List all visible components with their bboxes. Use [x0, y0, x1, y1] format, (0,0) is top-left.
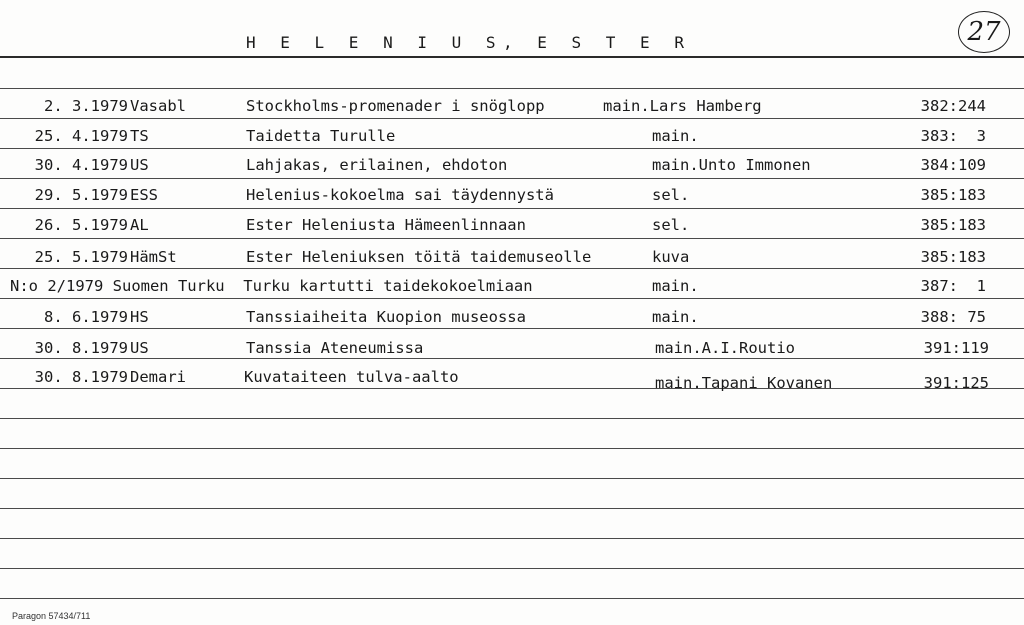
- entry-source: TS: [130, 127, 149, 145]
- entry-title: Tanssiaiheita Kuopion museossa: [246, 308, 526, 326]
- header-rule: [0, 56, 1024, 58]
- entry-title: Ester Heleniusta Hämeenlinnaan: [246, 216, 526, 234]
- entry-date: 30. 8.1979: [34, 339, 128, 357]
- card-header-name: H E L E N I U S, E S T E R: [246, 33, 692, 52]
- ruled-line: [0, 448, 1024, 449]
- entry-date: 25. 5.1979: [34, 248, 128, 266]
- entry-source: Demari: [130, 368, 186, 386]
- entry-date: 8. 6.1979: [44, 308, 128, 326]
- entry-type: main.: [652, 277, 699, 295]
- entry-reference: 383: 3: [920, 127, 986, 145]
- ruled-line: [0, 508, 1024, 509]
- entry-type: main.Tapani Kovanen: [655, 374, 833, 392]
- entry-source: Vasabl: [130, 97, 186, 115]
- entry-date: 29. 5.1979: [34, 186, 128, 204]
- ruled-line: [0, 88, 1024, 89]
- entry-source: US: [130, 156, 149, 174]
- entry-type: main.: [652, 127, 699, 145]
- entry-row: [0, 216, 1024, 238]
- ruled-line: [0, 568, 1024, 569]
- entry-row: [0, 186, 1024, 208]
- entry-combined-text: N:o 2/1979 Suomen Turku Turku kartutti taidekokoelmiaan: [10, 277, 533, 295]
- ruled-line: [0, 538, 1024, 539]
- entry-row: [0, 308, 1024, 330]
- entry-date: 25. 4.1979: [34, 127, 128, 145]
- entry-reference: 387: 1: [920, 277, 986, 295]
- entry-reference: 391:119: [923, 339, 989, 357]
- card-number-circle: 27: [958, 11, 1010, 53]
- printer-imprint: Paragon 57434/711: [12, 611, 91, 621]
- ruled-line: [0, 208, 1024, 209]
- entry-date: 30. 4.1979: [34, 156, 128, 174]
- entry-row: [0, 248, 1024, 270]
- ruled-line: [0, 418, 1024, 419]
- entry-title: Tanssia Ateneumissa: [246, 339, 424, 357]
- entry-source: US: [130, 339, 149, 357]
- ruled-line: [0, 478, 1024, 479]
- entry-row: [0, 339, 1024, 361]
- entry-source: HS: [130, 308, 149, 326]
- entry-type: main.A.I.Routio: [655, 339, 795, 357]
- entry-reference: 384:109: [920, 156, 986, 174]
- entry-type: main.Unto Immonen: [652, 156, 811, 174]
- entry-reference: 382:244: [920, 97, 986, 115]
- entry-reference: 385:183: [920, 248, 986, 266]
- entry-date: 26. 5.1979: [34, 216, 128, 234]
- ruled-line: [0, 178, 1024, 179]
- entry-title: Lahjakas, erilainen, ehdoton: [246, 156, 508, 174]
- entry-row: [0, 277, 1024, 299]
- entry-reference: 391:125: [923, 374, 989, 392]
- entry-reference: 385:183: [920, 216, 986, 234]
- entry-type: main.Lars Hamberg: [603, 97, 762, 115]
- entry-row: [0, 97, 1024, 119]
- entry-title: Stockholms-promenader i snöglopp: [246, 97, 545, 115]
- entry-reference: 385:183: [920, 186, 986, 204]
- ruled-line: [0, 238, 1024, 239]
- entry-source: ESS: [130, 186, 158, 204]
- entry-title: Taidetta Turulle: [246, 127, 396, 145]
- entry-row: [0, 127, 1024, 149]
- entry-date: 2. 3.1979: [44, 97, 128, 115]
- ruled-line: [0, 598, 1024, 599]
- entry-type: kuva: [652, 248, 690, 266]
- entry-row: [0, 368, 1024, 390]
- entry-source: HämSt: [130, 248, 177, 266]
- entry-reference: 388: 75: [920, 308, 986, 326]
- entry-row: [0, 156, 1024, 178]
- entry-title: Ester Heleniuksen töitä taidemuseolle: [246, 248, 592, 266]
- entry-type: main.: [652, 308, 699, 326]
- entry-date: 30. 8.1979: [34, 368, 128, 386]
- entry-title: Kuvataiteen tulva-aalto: [244, 368, 459, 386]
- entry-source: AL: [130, 216, 149, 234]
- entry-type: sel.: [652, 216, 690, 234]
- entry-title: Helenius-kokoelma sai täydennystä: [246, 186, 554, 204]
- entry-type: sel.: [652, 186, 690, 204]
